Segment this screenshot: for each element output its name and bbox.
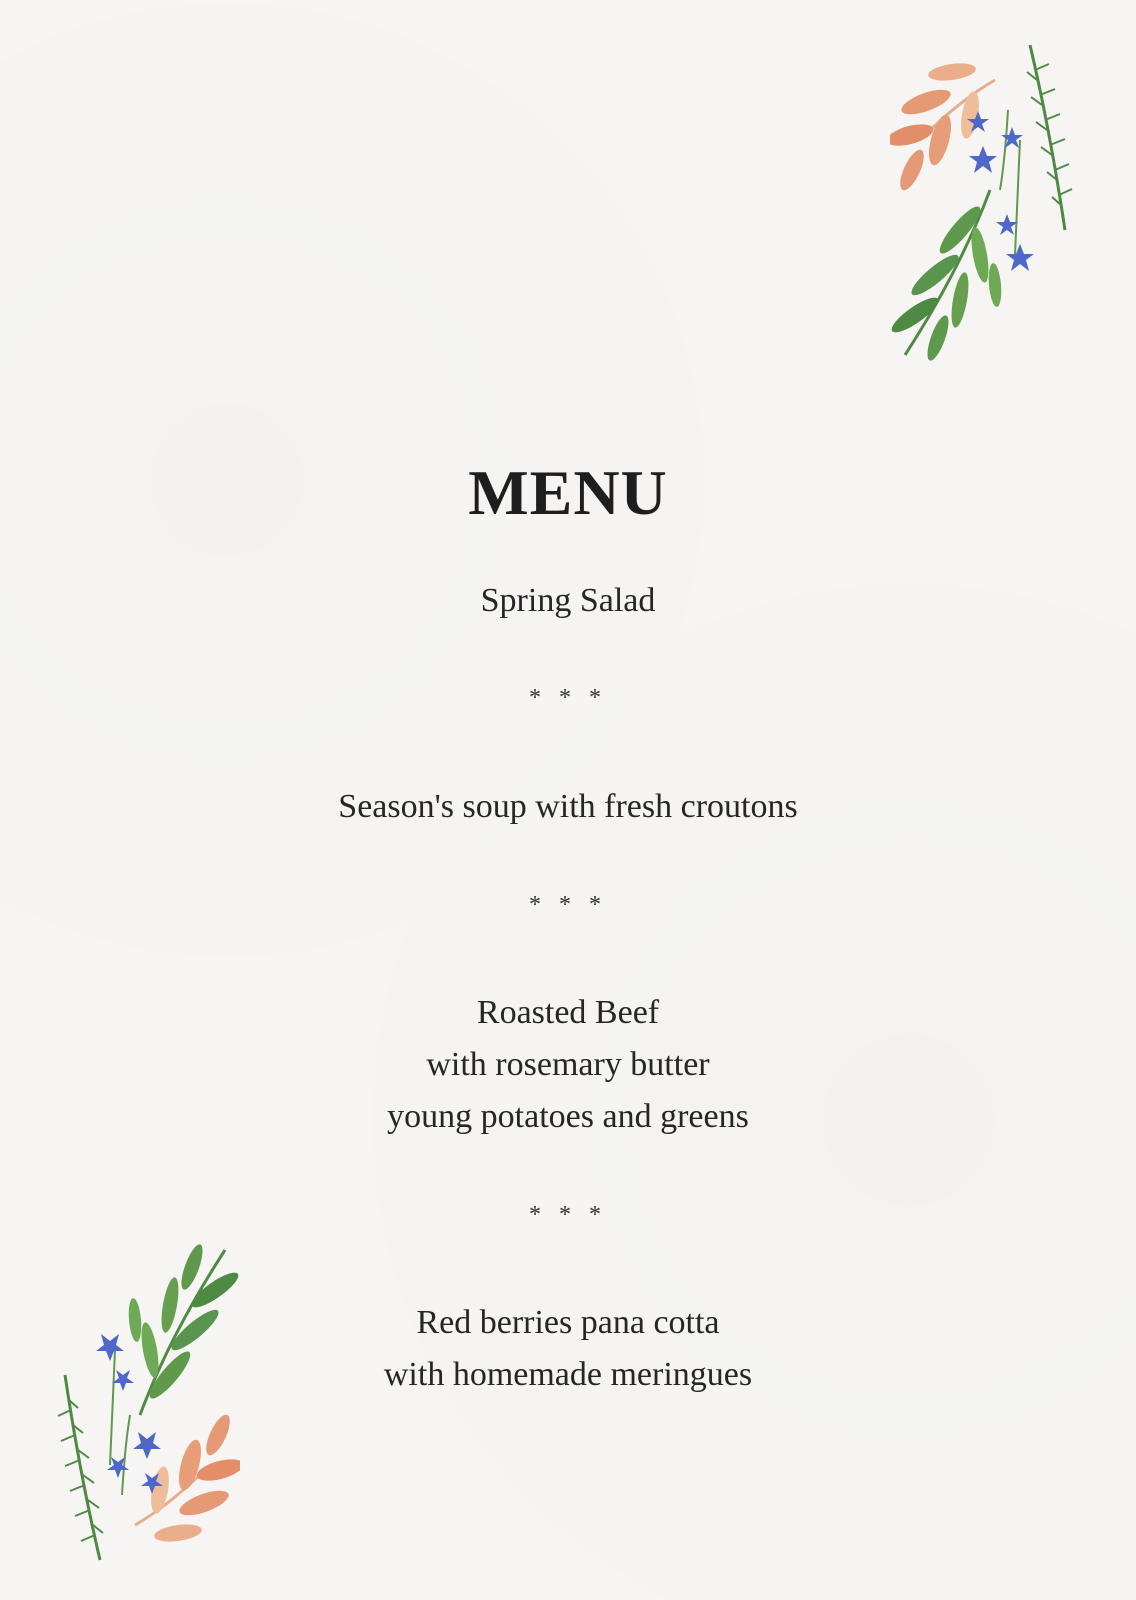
- fern-icon: [58, 1375, 103, 1560]
- course-4-line-1: Red berries pana cotta: [416, 1304, 720, 1341]
- green-leaves-icon: [127, 1242, 240, 1415]
- course-3-line-1: Roasted Beef: [476, 994, 660, 1031]
- floral-sprig-icon-bottom: [30, 1225, 240, 1565]
- menu-title: MENU: [468, 456, 668, 528]
- green-leaves-icon: [890, 190, 1003, 363]
- course-4-line-2: with homemade meringues: [383, 1356, 753, 1393]
- separator-3: * * *: [529, 1202, 607, 1228]
- fern-icon: [1027, 45, 1072, 230]
- floral-sprig-icon-top: [890, 40, 1100, 380]
- course-1-line-1: Spring Salad: [480, 582, 656, 619]
- course-3-line-2: with rosemary butter: [426, 1046, 710, 1083]
- separator-2: * * *: [529, 892, 607, 918]
- course-3-line-3: young potatoes and greens: [387, 1098, 749, 1135]
- separator-1: * * *: [529, 685, 607, 711]
- course-2-line-1: Season's soup with fresh croutons: [338, 788, 798, 825]
